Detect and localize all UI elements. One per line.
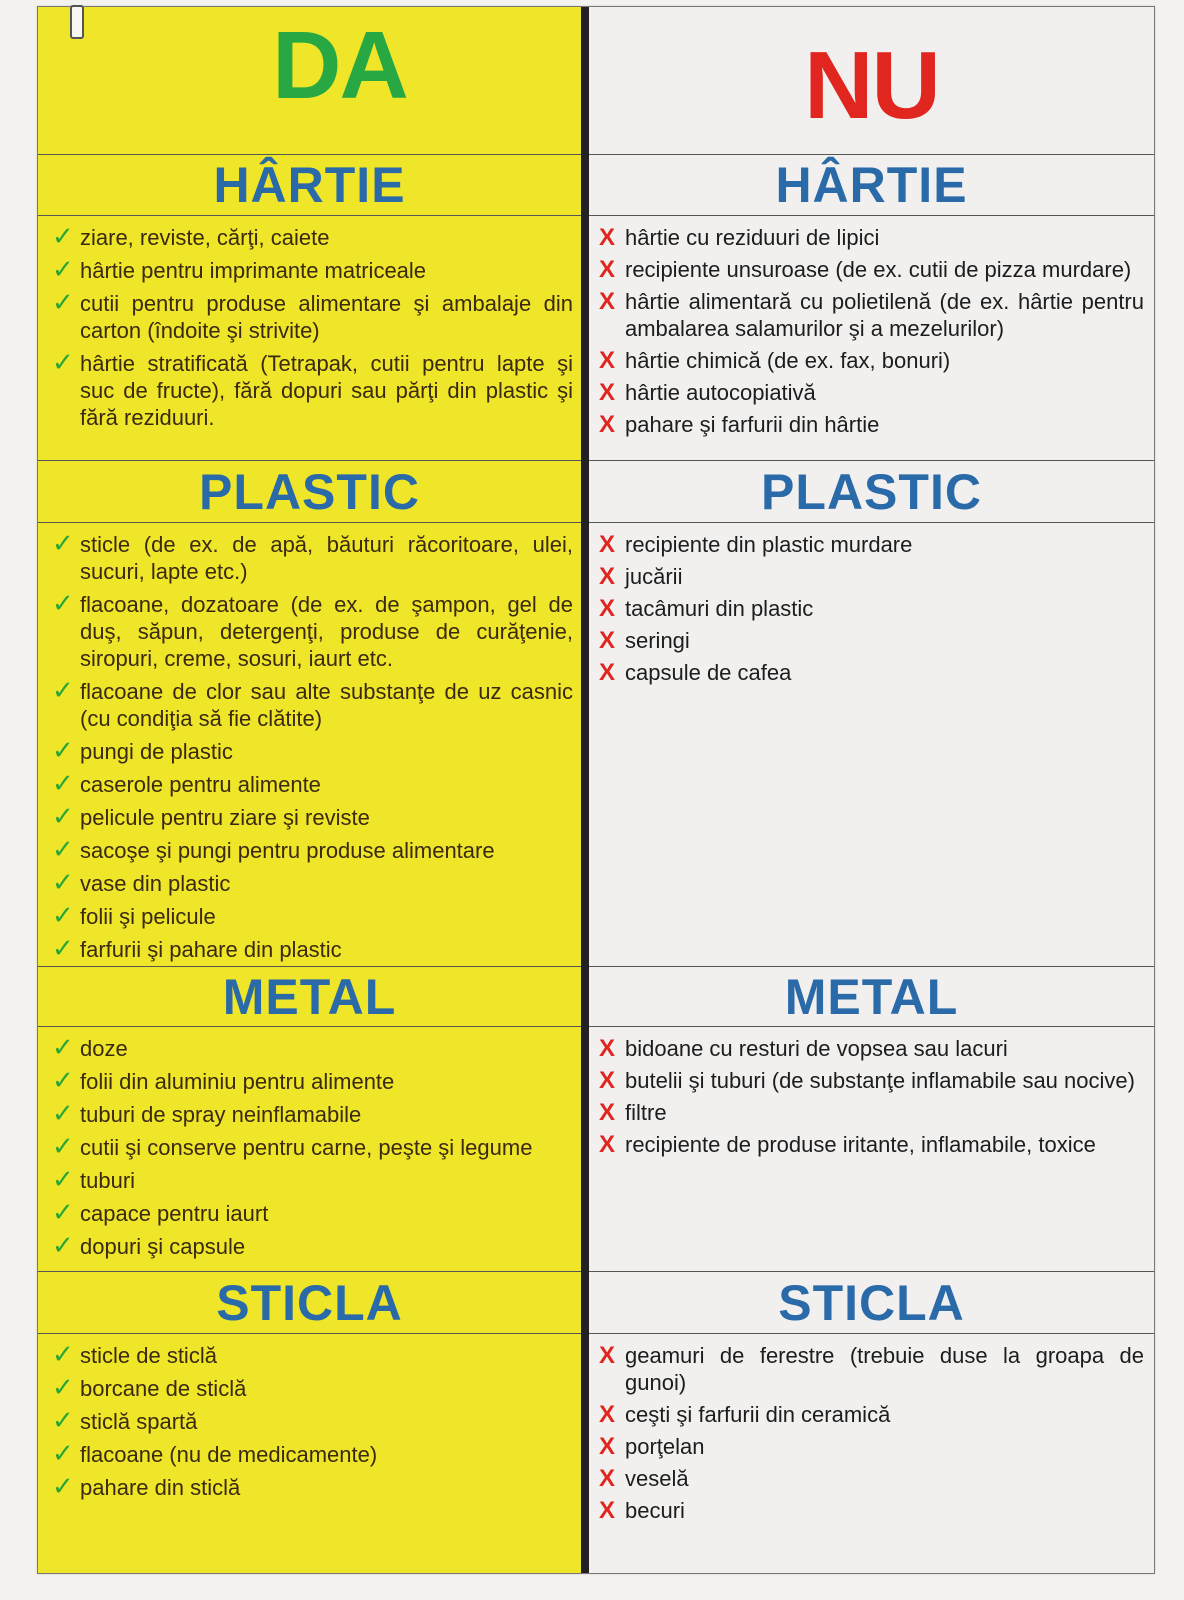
- list-item: [52, 347, 573, 431]
- list-item: [52, 867, 573, 897]
- list-item: [52, 1471, 573, 1501]
- da-items-sticla: [38, 1334, 581, 1501]
- da-section-heading-metal: METAL: [38, 967, 581, 1027]
- nu-items-metal: [589, 1027, 1154, 1158]
- list-item: [599, 379, 1144, 406]
- x-icon: X: [599, 379, 616, 406]
- x-icon: X: [599, 224, 616, 251]
- x-icon: X: [599, 347, 616, 374]
- list-item-text: tacâmuri din plastic: [625, 596, 814, 621]
- list-item-text: sticle de sticlă: [80, 1343, 217, 1368]
- list-item: [599, 1035, 1144, 1062]
- nu-items-hartie: [589, 216, 1154, 438]
- check-icon: ✓: [52, 1197, 74, 1227]
- list-item-text: becuri: [625, 1498, 685, 1523]
- list-item-text: flacoane, dozatoare (de ex. de şampon, gel de duş, săpun, detergenţi, produse de curăţenie, siropuri, creme, sosuri, iaurt etc.: [80, 592, 573, 671]
- list-item: [52, 1230, 573, 1260]
- list-item: [52, 834, 573, 864]
- list-item-text: bidoane cu resturi de vopsea sau lacuri: [625, 1036, 1008, 1061]
- list-item-text: vase din plastic: [80, 871, 231, 896]
- list-item-text: pahare şi farfurii din hârtie: [625, 412, 880, 437]
- list-item: [52, 1438, 573, 1468]
- recycling-poster: [37, 6, 1155, 1574]
- da-section-heading-plastic: PLASTIC: [38, 461, 581, 523]
- list-item-text: capsule de cafea: [625, 660, 792, 685]
- list-item-text: pelicule pentru ziare şi reviste: [80, 805, 370, 830]
- da-section-heading-hartie: HÂRTIE: [38, 155, 581, 216]
- list-item-text: recipiente din plastic murdare: [625, 532, 913, 557]
- list-item: [599, 1465, 1144, 1492]
- da-section-list-hartie: [38, 216, 581, 461]
- check-icon: ✓: [52, 1032, 74, 1062]
- list-item: [52, 1339, 573, 1369]
- list-item-text: folii din aluminiu pentru alimente: [80, 1069, 395, 1094]
- check-icon: ✓: [52, 1065, 74, 1095]
- list-item: [52, 588, 573, 672]
- list-item-text: sticlă spartă: [80, 1409, 198, 1434]
- x-icon: X: [599, 1401, 616, 1428]
- list-item-text: seringi: [625, 628, 690, 653]
- list-item: [599, 1433, 1144, 1460]
- nu-column: [589, 7, 1154, 1573]
- list-item-text: porţelan: [625, 1434, 705, 1459]
- check-icon: ✓: [52, 768, 74, 798]
- check-icon: ✓: [52, 801, 74, 831]
- check-icon: ✓: [52, 1438, 74, 1468]
- x-icon: X: [599, 288, 616, 315]
- nu-section-list-hartie: [589, 216, 1154, 461]
- list-item: [52, 528, 573, 585]
- list-item: [599, 288, 1144, 342]
- check-icon: ✓: [52, 221, 74, 251]
- list-item-text: jucării: [625, 564, 683, 589]
- da-items-plastic: [38, 523, 581, 963]
- list-item-text: hârtie chimică (de ex. fax, bonuri): [625, 348, 951, 373]
- check-icon: ✓: [52, 933, 74, 963]
- list-item: [52, 287, 573, 344]
- x-icon: X: [599, 531, 616, 558]
- nu-section-heading-metal: METAL: [589, 967, 1154, 1027]
- list-item-text: caserole pentru alimente: [80, 772, 321, 797]
- list-item-text: cutii pentru produse alimentare şi ambalaje din carton (îndoite şi strivite): [80, 291, 573, 343]
- list-item: [52, 1065, 573, 1095]
- list-item-text: butelii şi tuburi (de substanţe inflamabile sau nocive): [625, 1068, 1135, 1093]
- nu-items-sticla: [589, 1334, 1154, 1524]
- list-item-text: hârtie stratificată (Tetrapak, cutii pentru lapte şi suc de fructe), fără dopuri sau părţi din plastic şi fără reziduuri.: [80, 351, 573, 430]
- list-item: [599, 595, 1144, 622]
- list-item-text: veselă: [625, 1466, 689, 1491]
- list-item-text: capace pentru iaurt: [80, 1201, 269, 1226]
- list-item-text: pahare din sticlă: [80, 1475, 241, 1500]
- check-icon: ✓: [52, 1230, 74, 1260]
- da-items-metal: [38, 1027, 581, 1260]
- list-item-text: pungi de plastic: [80, 739, 233, 764]
- x-icon: X: [599, 1131, 616, 1158]
- nu-section-heading-hartie: HÂRTIE: [589, 155, 1154, 216]
- list-item: [599, 411, 1144, 438]
- list-item: [52, 933, 573, 963]
- list-item-text: flacoane (nu de medicamente): [80, 1442, 378, 1467]
- nu-section-list-plastic: [589, 523, 1154, 967]
- nu-section-list-metal: [589, 1027, 1154, 1272]
- list-item: [52, 768, 573, 798]
- list-item: [52, 221, 573, 251]
- list-item-text: borcane de sticlă: [80, 1376, 247, 1401]
- list-item: [52, 1098, 573, 1128]
- list-item-text: recipiente unsuroase (de ex. cutii de pizza murdare): [625, 257, 1132, 282]
- check-icon: ✓: [52, 1098, 74, 1128]
- list-item: [599, 627, 1144, 654]
- check-icon: ✓: [52, 1372, 74, 1402]
- list-item-text: hârtie pentru imprimante matriceale: [80, 258, 427, 283]
- column-divider: [581, 7, 589, 1573]
- check-icon: ✓: [52, 254, 74, 284]
- list-item-text: tuburi de spray neinflamabile: [80, 1102, 362, 1127]
- list-item-text: sacoşe şi pungi pentru produse alimentare: [80, 838, 495, 863]
- da-items-hartie: [38, 216, 581, 431]
- nu-items-plastic: [589, 523, 1154, 686]
- x-icon: X: [599, 1035, 616, 1062]
- list-item-text: sticle (de ex. de apă, băuturi răcoritoare, ulei, sucuri, lapte etc.): [80, 532, 573, 584]
- list-item: [52, 735, 573, 765]
- nu-section-heading-sticla: STICLA: [589, 1272, 1154, 1334]
- list-item: [52, 1131, 573, 1161]
- x-icon: X: [599, 1465, 616, 1492]
- list-item-text: ziare, reviste, cărţi, caiete: [80, 225, 330, 250]
- check-icon: ✓: [52, 1164, 74, 1194]
- list-item: [52, 675, 573, 732]
- list-item: [52, 254, 573, 284]
- x-icon: X: [599, 1342, 616, 1369]
- list-item: [599, 1099, 1144, 1126]
- list-item-text: recipiente de produse iritante, inflamabile, toxice: [625, 1132, 1096, 1157]
- check-icon: ✓: [52, 867, 74, 897]
- da-section-list-plastic: [38, 523, 581, 967]
- list-item: [52, 1164, 573, 1194]
- x-icon: X: [599, 1497, 616, 1524]
- check-icon: ✓: [52, 1471, 74, 1501]
- x-icon: X: [599, 1067, 616, 1094]
- list-item: [52, 1197, 573, 1227]
- list-item-text: farfurii şi pahare din plastic: [80, 937, 342, 962]
- list-item-text: flacoane de clor sau alte substanţe de uz casnic (cu condiţia să fie clătite): [80, 679, 573, 731]
- x-icon: X: [599, 256, 616, 283]
- check-icon: ✓: [52, 1405, 74, 1435]
- nu-section-list-sticla: [589, 1334, 1154, 1571]
- list-item: [599, 224, 1144, 251]
- x-icon: X: [599, 595, 616, 622]
- list-item: [599, 1067, 1144, 1094]
- list-item: [599, 1131, 1144, 1158]
- x-icon: X: [599, 1433, 616, 1460]
- check-icon: ✓: [52, 588, 74, 618]
- list-item: [52, 801, 573, 831]
- list-item: [599, 531, 1144, 558]
- list-item-text: cutii şi conserve pentru carne, peşte şi legume: [80, 1135, 533, 1160]
- list-item: [52, 1372, 573, 1402]
- x-icon: X: [599, 627, 616, 654]
- list-item-text: hârtie alimentară cu polietilenă (de ex. hârtie pentru ambalarea salamurilor şi a mezelurilor): [625, 289, 1144, 341]
- list-item-text: tuburi: [80, 1168, 136, 1193]
- check-icon: ✓: [52, 900, 74, 930]
- list-item: [599, 1497, 1144, 1524]
- nu-section-heading-plastic: PLASTIC: [589, 461, 1154, 523]
- list-item: [52, 900, 573, 930]
- list-item-text: folii şi pelicule: [80, 904, 216, 929]
- list-item: [52, 1405, 573, 1435]
- da-title: DA: [38, 7, 581, 155]
- check-icon: ✓: [52, 287, 74, 317]
- list-item: [599, 347, 1144, 374]
- check-icon: ✓: [52, 735, 74, 765]
- x-icon: X: [599, 563, 616, 590]
- da-section-heading-sticla: STICLA: [38, 1272, 581, 1334]
- list-item: [599, 659, 1144, 686]
- list-item-text: geamuri de ferestre (trebuie duse la groapa de gunoi): [625, 1343, 1144, 1395]
- list-item: [599, 256, 1144, 283]
- list-item-text: hârtie autocopiativă: [625, 380, 816, 405]
- da-section-list-sticla: [38, 1334, 581, 1571]
- check-icon: ✓: [52, 834, 74, 864]
- check-icon: ✓: [52, 675, 74, 705]
- check-icon: ✓: [52, 1339, 74, 1369]
- x-icon: X: [599, 1099, 616, 1126]
- check-icon: ✓: [52, 528, 74, 558]
- da-section-list-metal: [38, 1027, 581, 1272]
- list-item: [599, 1342, 1144, 1396]
- list-item-text: hârtie cu reziduuri de lipici: [625, 225, 880, 250]
- check-icon: ✓: [52, 1131, 74, 1161]
- nu-title: NU: [589, 7, 1154, 155]
- da-column: [38, 7, 581, 1573]
- check-icon: ✓: [52, 347, 74, 377]
- list-item-text: doze: [80, 1036, 128, 1061]
- list-item: [599, 563, 1144, 590]
- list-item: [52, 1032, 573, 1062]
- list-item: [599, 1401, 1144, 1428]
- list-item-text: ceşti şi farfurii din ceramică: [625, 1402, 891, 1427]
- list-item-text: filtre: [625, 1100, 667, 1125]
- x-icon: X: [599, 659, 616, 686]
- x-icon: X: [599, 411, 616, 438]
- list-item-text: dopuri şi capsule: [80, 1234, 246, 1259]
